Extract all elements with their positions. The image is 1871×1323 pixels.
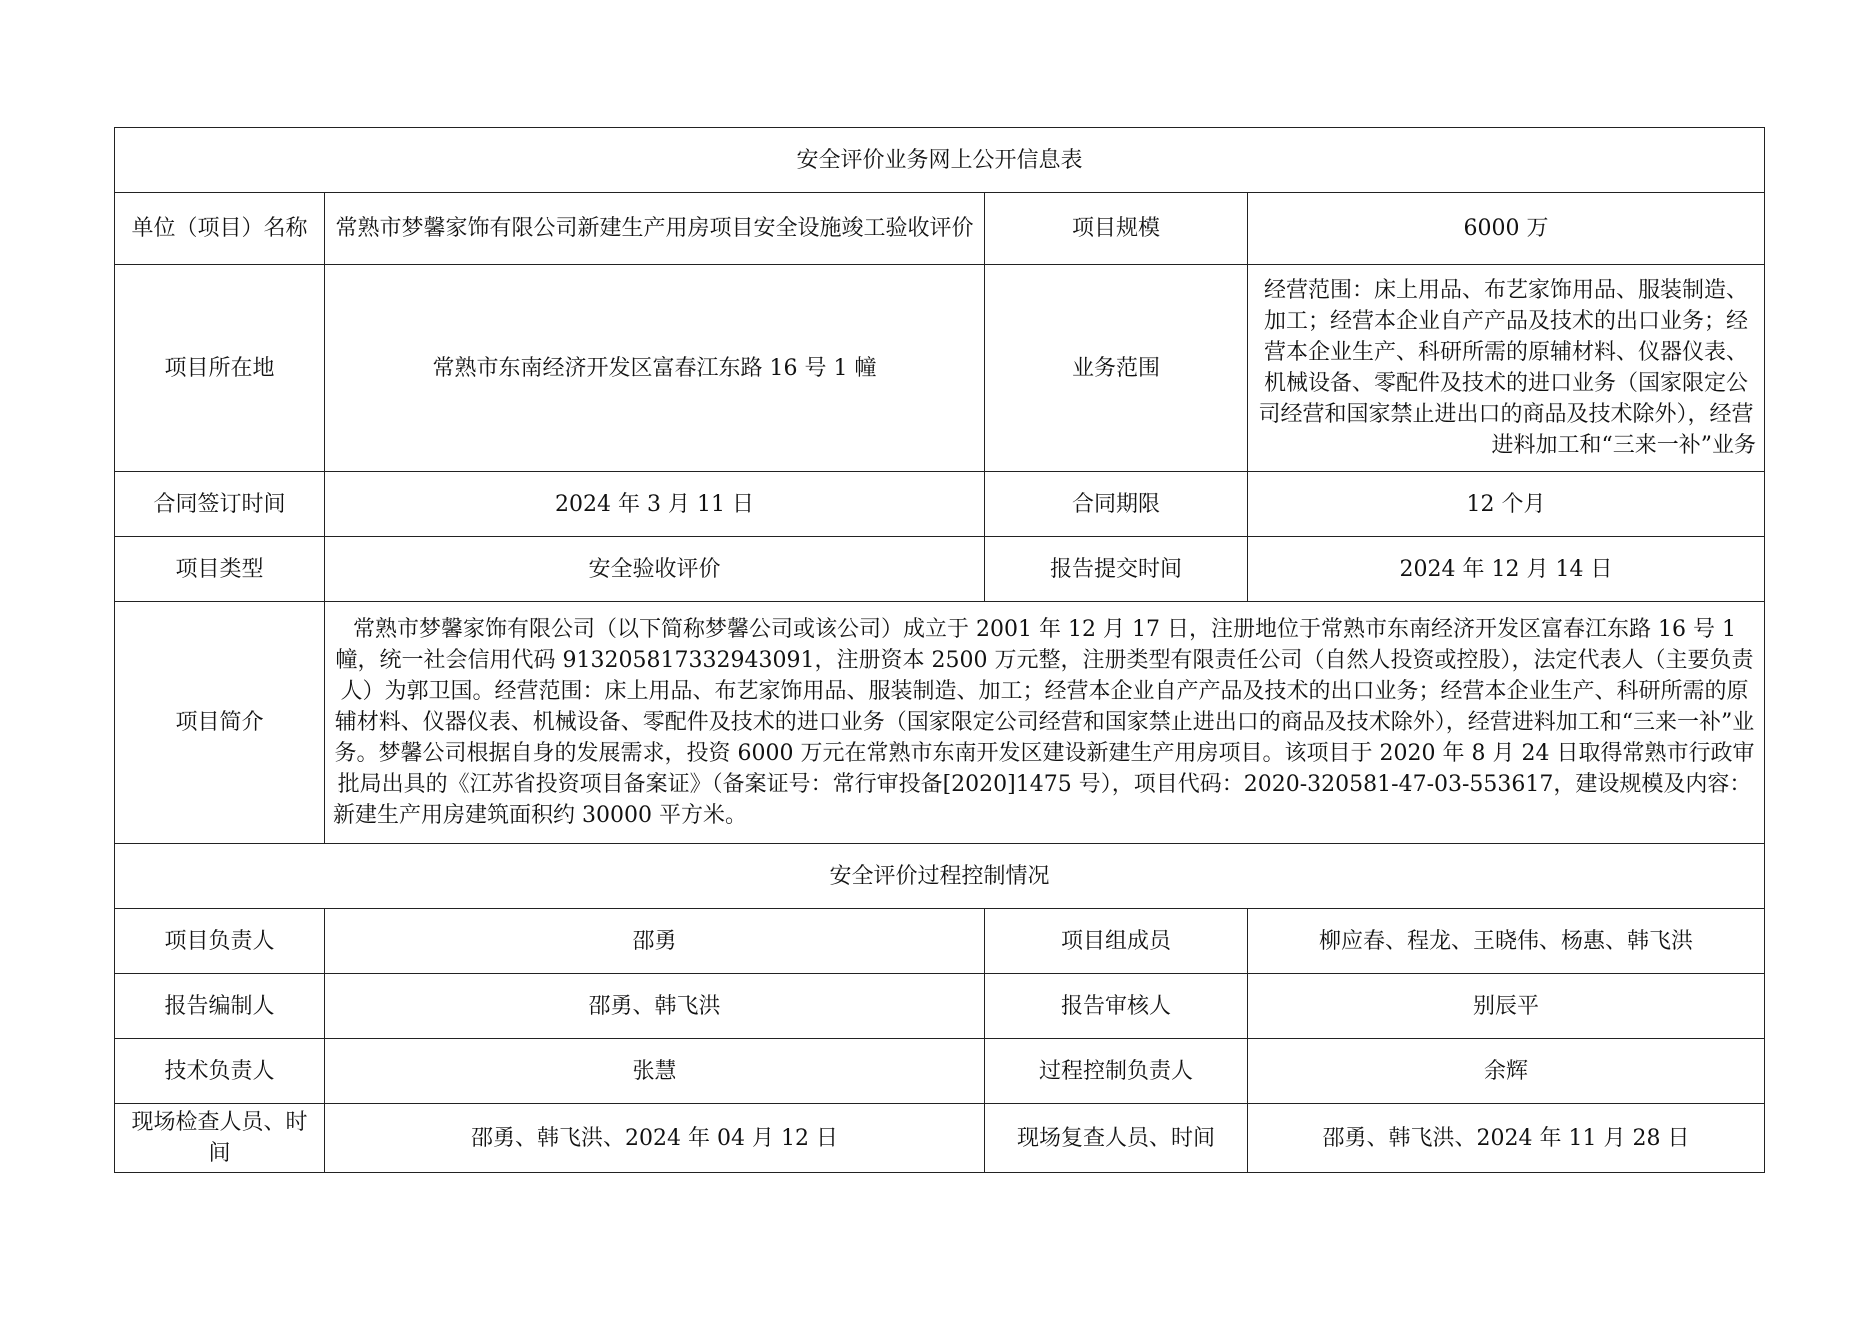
location-label: 项目所在地	[115, 265, 325, 472]
process-leader-value: 余辉	[1248, 1039, 1765, 1104]
site-inspection-value: 邵勇、韩飞洪、2024 年 04 月 12 日	[325, 1104, 985, 1173]
project-type-label: 项目类型	[115, 537, 325, 602]
table-title: 安全评价业务网上公开信息表	[115, 128, 1765, 193]
table-row	[115, 974, 1765, 1039]
location-value: 常熟市东南经济开发区富春江东路 16 号 1 幢	[325, 265, 985, 472]
tech-leader-value: 张慧	[325, 1039, 985, 1104]
process-leader-label: 过程控制负责人	[985, 1039, 1248, 1104]
site-recheck-label: 现场复查人员、时间	[985, 1104, 1248, 1173]
report-date-value: 2024 年 12 月 14 日	[1248, 537, 1765, 602]
project-type-value: 安全验收评价	[325, 537, 985, 602]
contract-date-value: 2024 年 3 月 11 日	[325, 472, 985, 537]
unit-name-value: 常熟市梦馨家饰有限公司新建生产用房项目安全设施竣工验收评价	[325, 193, 985, 265]
project-leader-value: 邵勇	[325, 909, 985, 974]
table-row	[115, 537, 1765, 602]
intro-value: 常熟市梦馨家饰有限公司（以下简称梦馨公司或该公司）成立于 2001 年 12 月 17 日，注册地位于常熟市东南经济开发区富春江东路 16 号 1 幢，统一社会信用代码 913205817332943091，注册资本 2500 万元整，注册类型有限责任公司（自然人投资或控股），法定代表人（主要负责人）为郭卫国。经营范围：床上用品、布艺家饰用品、服装制造、加工；经营本企业自产产品及技术的出口业务；经营本企业生产、科研所需的原辅材料、仪器仪表、机械设备、零配件及技术的进口业务（国家限定公司经营和国家禁止进出口的商品及技术除外），经营进料加工和“三来一补”业务。梦馨公司根据自身的发展需求，投资 6000 万元在常熟市东南开发区建设新建生产用房项目。该项目于 2020 年 8 月 24 日取得常熟市行政审批局出具的《江苏省投资项目备案证》（备案证号：常行审投备[2020]1475 号），项目代码：2020-320581-47-03-553617，建设规模及内容：新建生产用房建筑面积约 30000 平方米。	[325, 602, 1765, 844]
contract-term-label: 合同期限	[985, 472, 1248, 537]
table-row	[115, 265, 1765, 472]
report-reviewer-value: 别辰平	[1248, 974, 1765, 1039]
project-scale-value: 6000 万	[1248, 193, 1765, 265]
report-author-label: 报告编制人	[115, 974, 325, 1039]
table-row	[115, 128, 1765, 193]
project-leader-label: 项目负责人	[115, 909, 325, 974]
intro-label: 项目简介	[115, 602, 325, 844]
table-row	[115, 193, 1765, 265]
table-row	[115, 1039, 1765, 1104]
table-row	[115, 602, 1765, 844]
project-scale-label: 项目规模	[985, 193, 1248, 265]
team-members-value: 柳应春、程龙、王晓伟、杨惠、韩飞洪	[1248, 909, 1765, 974]
unit-name-label: 单位（项目）名称	[115, 193, 325, 265]
info-table	[114, 127, 1765, 1173]
table-row	[115, 1104, 1765, 1173]
site-inspection-label: 现场检查人员、时间	[115, 1104, 325, 1173]
team-members-label: 项目组成员	[985, 909, 1248, 974]
business-scope-label: 业务范围	[985, 265, 1248, 472]
process-section-title: 安全评价过程控制情况	[115, 844, 1765, 909]
table-row	[115, 909, 1765, 974]
contract-term-value: 12 个月	[1248, 472, 1765, 537]
tech-leader-label: 技术负责人	[115, 1039, 325, 1104]
report-reviewer-label: 报告审核人	[985, 974, 1248, 1039]
table-row	[115, 844, 1765, 909]
contract-date-label: 合同签订时间	[115, 472, 325, 537]
report-author-value: 邵勇、韩飞洪	[325, 974, 985, 1039]
report-date-label: 报告提交时间	[985, 537, 1248, 602]
business-scope-value: 经营范围：床上用品、布艺家饰用品、服装制造、加工；经营本企业自产产品及技术的出口业务；经营本企业生产、科研所需的原辅材料、仪器仪表、机械设备、零配件及技术的进口业务（国家限定公司经营和国家禁止进出口的商品及技术除外），经营进料加工和“三来一补”业务	[1248, 265, 1765, 472]
table-row	[115, 472, 1765, 537]
site-recheck-value: 邵勇、韩飞洪、2024 年 11 月 28 日	[1248, 1104, 1765, 1173]
